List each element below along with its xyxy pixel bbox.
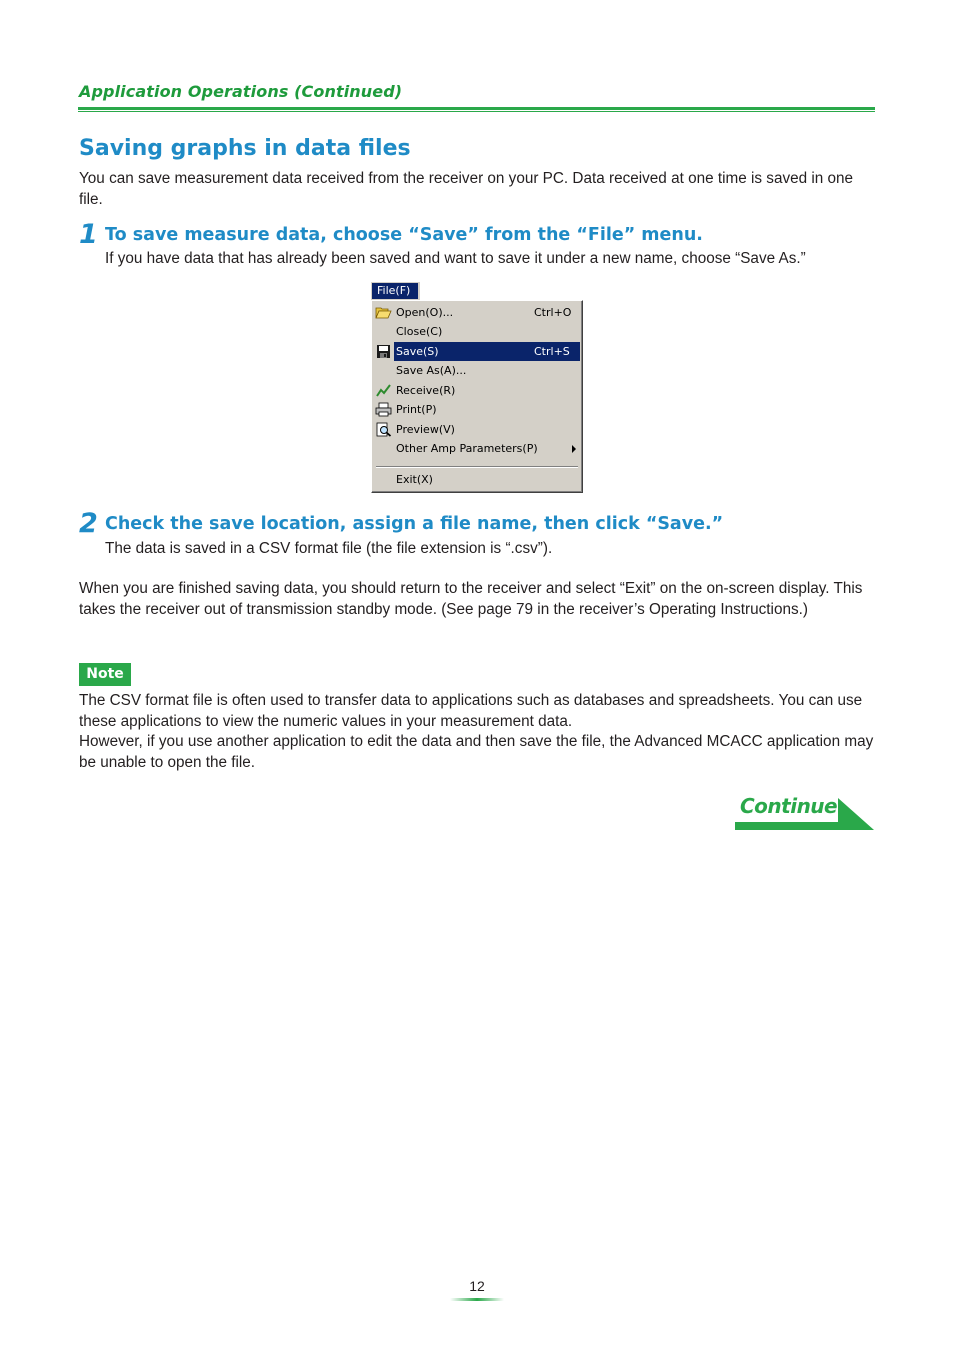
menu-item-preview[interactable]: [374, 420, 580, 439]
menu-item-open[interactable]: [374, 303, 580, 322]
header-rule: [78, 107, 875, 110]
section-header: Application Operations (Continued): [79, 82, 403, 101]
header-rule-thin: [78, 111, 875, 112]
page-title: Saving graphs in data files: [79, 136, 411, 161]
menu-separator: [376, 466, 578, 468]
continue-indicator: [733, 794, 876, 832]
menu-item-label: Print(P): [396, 403, 437, 416]
folder-open-icon: [375, 305, 392, 320]
page-number: 12: [469, 1278, 485, 1294]
menu-item-shortcut: Ctrl+S: [534, 345, 570, 358]
graph-line-icon: [375, 383, 392, 398]
file-menu-dropdown: [371, 300, 583, 493]
menu-item-close[interactable]: [374, 322, 580, 341]
step-2-heading: Check the save location, assign a file name, then click “Save.”: [105, 514, 724, 534]
printer-icon: [375, 402, 392, 417]
menu-item-label: Save As(A)...: [396, 364, 467, 377]
menu-item-receive[interactable]: [374, 381, 580, 400]
menu-item-label: Exit(X): [396, 473, 433, 486]
menu-item-exit[interactable]: [374, 470, 580, 489]
intro-paragraph: You can save measurement data received from the receiver on your PC. Data received at one time is saved in one file.: [79, 170, 854, 208]
magnifier-icon: [375, 422, 392, 437]
menu-item-label: Other Amp Parameters(P): [396, 442, 538, 455]
exit-paragraph: When you are finished saving data, you should return to the receiver and select “Exit” on the on-screen display. This takes the receiver out of transmission standby mode. (See page 79 in the receiver’s Operating Instructions.): [79, 580, 863, 618]
menu-item-label: Receive(R): [396, 384, 456, 397]
menu-item-label: Open(O)...: [396, 306, 454, 319]
menu-item-save-as[interactable]: [374, 361, 580, 380]
continue-label: Continue: [740, 794, 838, 818]
step-1-text: If you have data that has already been saved and want to save it under a new name, choose “Save As.”: [105, 250, 806, 267]
file-menu-screenshot: [371, 282, 583, 493]
step-2-number: 2: [79, 508, 98, 539]
menu-item-save[interactable]: [374, 342, 580, 361]
step-2-text: The data is saved in a CSV format file (the file extension is “.csv”).: [105, 540, 553, 557]
page-number-rule: [450, 1298, 504, 1301]
menu-item-label: Save(S): [396, 345, 439, 358]
note-badge: Note: [79, 663, 131, 686]
menu-bar: [371, 282, 420, 300]
menu-item-shortcut: Ctrl+O: [534, 306, 572, 319]
menu-item-label: Preview(V): [396, 423, 455, 436]
menu-item-other-amp-parameters[interactable]: [374, 439, 580, 458]
menu-item-label: Close(C): [396, 325, 443, 338]
note-paragraph-2: However, if you use another application to edit the data and then save the file, the Advanced MCACC application may be unable to open the file.: [79, 733, 874, 771]
step-1-number: 1: [79, 219, 98, 250]
menu-file[interactable]: File(F): [372, 283, 418, 299]
menu-item-print[interactable]: [374, 400, 580, 419]
step-1-heading: To save measure data, choose “Save” from the “File” menu.: [105, 225, 703, 245]
note-paragraph-1: The CSV format file is often used to transfer data to applications such as databases and spreadsheets. You can use these applications to view the numeric values in your measurement data.: [79, 692, 863, 730]
submenu-arrow-icon: [572, 445, 576, 453]
floppy-disk-icon: [375, 344, 392, 359]
